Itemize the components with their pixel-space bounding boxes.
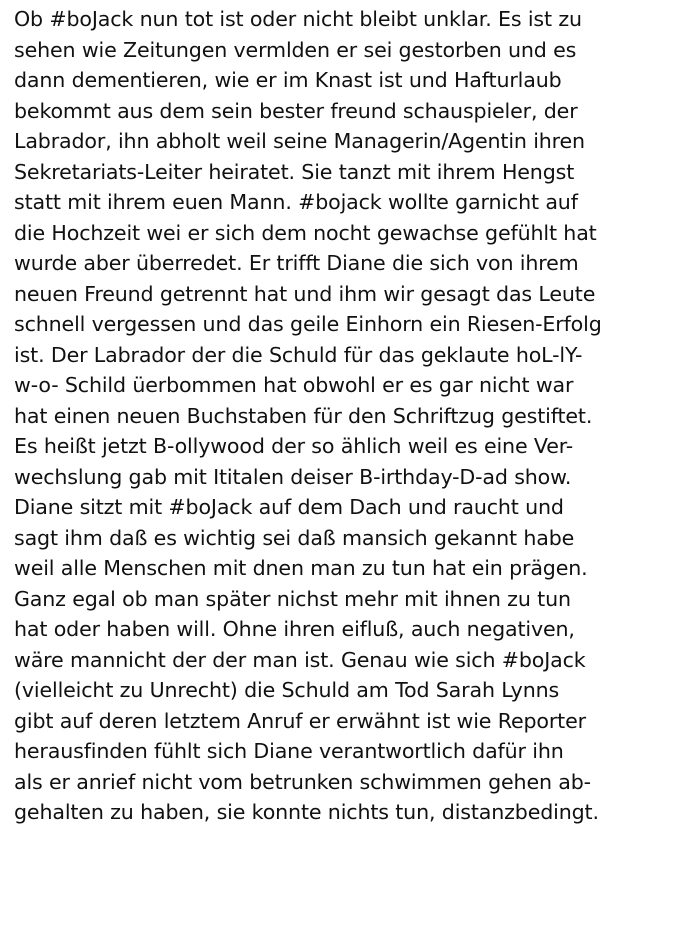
text-line: hat oder haben will. Ohne ihren eifluß, auch negativen,	[14, 617, 575, 641]
text-line: Diane sitzt mit #boJack auf dem Dach und raucht und	[14, 495, 564, 519]
text-line: wechslung gab mit Ititalen deiser B-irthday-D-ad show.	[14, 464, 572, 489]
text-line: sehen wie Zeitungen vermlden er sei gestorben und es	[14, 37, 577, 62]
text-line: herausfinden fühlt sich Diane verantwortlich dafür ihn	[14, 739, 564, 763]
text-line: ist. Der Labrador der die Schuld für das geklaute hoL-lY-	[14, 342, 583, 367]
text-line: (vielleicht zu Unrecht) die Schuld am Tod Sarah Lynns	[14, 678, 560, 702]
text-line: weil alle Menschen mit dnen man zu tun hat ein prägen.	[14, 556, 588, 580]
text-line: Sekretariats-Leiter heiratet. Sie tanzt mit ihrem Hengst	[14, 159, 575, 184]
text-line: w-o- Schild üerbommen hat obwohl er es gar nicht war	[14, 373, 574, 397]
text-line: bekommt aus dem sein bester freund schauspieler, der	[14, 98, 578, 123]
text-line: dann dementieren, wie er im Knast ist und Hafturlaub	[14, 68, 562, 92]
text-line: wäre mannicht der der man ist. Genau wie sich #boJack	[14, 647, 586, 672]
text-line: gibt auf deren letztem Anruf er erwähnt ist wie Reporter	[14, 708, 586, 733]
text-line: sagt ihm daß es wichtig sei daß mansich gekannt habe	[14, 525, 575, 550]
text-line: statt mit ihrem euen Mann. #bojack wollte garnicht auf	[14, 190, 578, 214]
text-line: Es heißt jetzt B-ollywood der so ählich weil es eine Ver-	[14, 434, 574, 458]
body-text	[14, 4, 678, 828]
text-line: wurde aber überredet. Er trifft Diane die sich von ihrem	[14, 251, 579, 275]
text-line: gehalten zu haben, sie konnte nichts tun, distanzbedingt.	[14, 800, 599, 824]
text-line: neuen Freund getrennt hat und ihm wir gesagt das Leute	[14, 281, 596, 306]
text-line: Labrador, ihn abholt weil seine Managerin/Agentin ihren	[14, 129, 585, 153]
text-line: Ob #boJack nun tot ist oder nicht bleibt unklar. Es ist zu	[14, 7, 582, 31]
text-line: die Hochzeit wei er sich dem nocht gewachse gefühlt hat	[14, 220, 597, 245]
text-line: schnell vergessen und das geile Einhorn ein Riesen-Erfolg	[14, 312, 602, 336]
text-line: als er anrief nicht vom betrunken schwimmen gehen ab-	[14, 769, 591, 794]
text-line: hat einen neuen Buchstaben für den Schriftzug gestiftet.	[14, 403, 593, 428]
text-line: Ganz egal ob man später nichst mehr mit ihnen zu tun	[14, 586, 571, 611]
